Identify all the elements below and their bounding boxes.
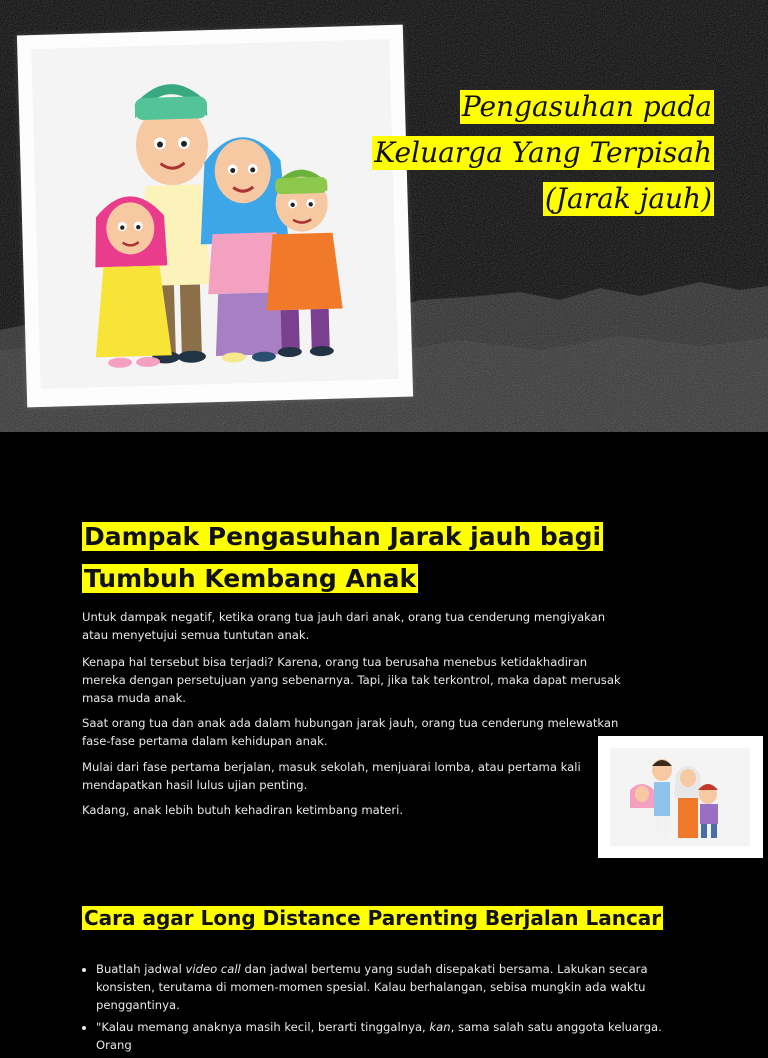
heading-cara: [82, 902, 682, 934]
photo-frame: [17, 25, 413, 408]
list-item-text: Buatlah jadwal: [96, 962, 186, 976]
heading-cara-text: Cara agar Long Distance Parenting Berjalan Lancar: [84, 906, 662, 930]
title-slide: [0, 0, 768, 432]
tips-list: [82, 960, 696, 1058]
title-line-1: Pengasuhan pada: [461, 90, 712, 123]
list-item-text: dan jadwal bertemu yang sudah disepakati bersama. Lakukan secara konsisten, terutama di momen-momen spesial. Kalau berhalangan, sebisa mungkin ada waktu penggantinya.: [96, 962, 648, 1012]
small-photo-frame: [598, 736, 763, 858]
paragraph-5: Kadang, anak lebih butuh kehadiran ketimbang materi.: [82, 803, 404, 817]
content-slide: [0, 440, 768, 1052]
paragraph-3: Saat orang tua dan anak ada dalam hubungan jarak jauh, orang tua cenderung melewatkan fase-fase pertama dalam kehidupan anak.: [82, 716, 619, 748]
title-line-3: (Jarak jauh): [544, 182, 712, 215]
paragraph-1: Untuk dampak negatif, ketika orang tua jauh dari anak, orang tua cenderung mengiyakan atau menyetujui semua tuntutan anak.: [82, 610, 606, 642]
list-item-emphasis: video call: [185, 962, 241, 976]
family-photo: [31, 39, 398, 389]
paragraph-2: Kenapa hal tersebut bisa terjadi? Karena, orang tua berusaha menebus ketidakhadiran mereka dengan persetujuan yang sebenarnya. Tapi, jika tak terkontrol, maka dapat merusak masa muda anak.: [82, 655, 621, 705]
list-item-text: "Kalau memang anaknya masih kecil, berarti tinggalnya,: [96, 1020, 430, 1034]
list-item-text: , sama salah satu anggota keluarga. Orang: [96, 1020, 662, 1052]
heading-dampak-line-1: Dampak Pengasuhan Jarak jauh bagi: [84, 522, 602, 551]
small-family-photo: [610, 748, 750, 846]
heading-dampak-line-2: Tumbuh Kembang Anak: [84, 564, 417, 593]
list-item: [96, 1018, 696, 1054]
title-line-2: Keluarga Yang Terpisah: [374, 136, 712, 169]
list-item-emphasis: kan: [429, 1020, 451, 1034]
heading-dampak: [82, 516, 642, 600]
list-item: [96, 960, 696, 1014]
paragraph-4: Mulai dari fase pertama berjalan, masuk sekolah, menjuarai lomba, atau pertama kali mendapatkan hasil lulus ujian penting.: [82, 760, 581, 792]
family-small-illustration-icon: [610, 748, 750, 846]
slide-title: [372, 84, 714, 222]
family-illustration-icon: [31, 39, 392, 385]
